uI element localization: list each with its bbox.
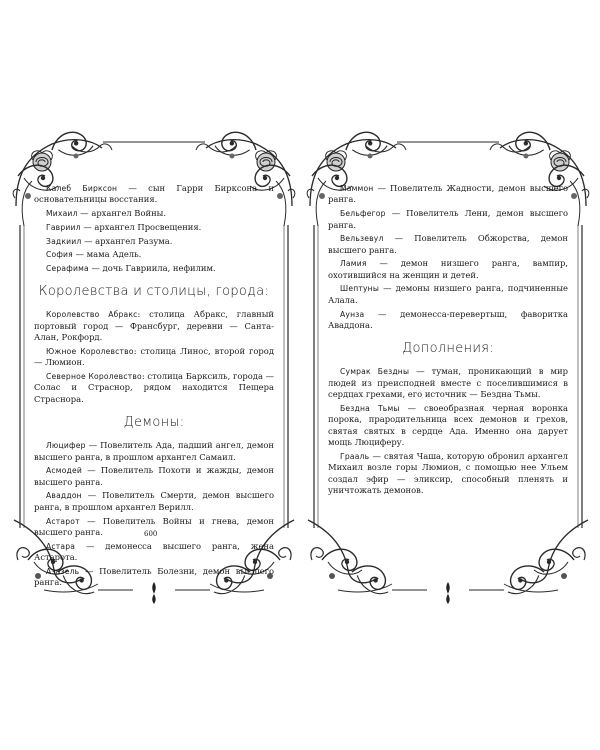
heading-demons: Демоны: bbox=[123, 415, 185, 431]
right-page bbox=[302, 130, 594, 613]
entry-mammon: Маммон — Повелитель Жадности, демон высшего ранга. bbox=[328, 183, 568, 205]
entry-zadkiil: Задкиил — архангел Разума. bbox=[46, 235, 173, 246]
entry-kingdom-south: Южное Королевство: столица Линос, второй город — Люмион. bbox=[34, 345, 274, 368]
entry-bezdna: Бездна Тьмы — своеобразная черная воронка порока, прародительница всех демонов и грехов, святая святых в сердце Ада. Именно она дарует мощь Люциферу. bbox=[328, 402, 568, 448]
right-page-text bbox=[328, 183, 568, 499]
entry-astarot: Астарот — Повелитель Войны и гнева, демон высшего ранга. bbox=[34, 515, 274, 537]
entry-caleb: Калеб Бирксон — сын Гарри Бирксона и основательницы восстания. bbox=[34, 183, 274, 205]
entry-kingdom-abraks: Королевство Абракс: столица Абракс, главный портовый город — Франсбург, деревни — Санта-Алан, Рокфорд. bbox=[34, 309, 274, 343]
entry-sheptuny: Шептуны — демоны низшего ранга, подчиненные Алала. bbox=[328, 283, 568, 305]
entry-mikhail: Михаил — архангел Войны. bbox=[46, 208, 166, 219]
demon-list-continued bbox=[328, 183, 568, 331]
entry-astara: Астара — демонесса высшего ранга, жена Астарота. bbox=[34, 540, 274, 563]
entry-graal: Грааль — святая Чаша, которую обронил архангел Михаил возле горы Люмион, с помощью нее Ульем создал эфир — эликсир, способный пленять и уничтожать демонов. bbox=[328, 450, 568, 496]
demon-list bbox=[34, 440, 274, 588]
entry-serafima: Серафима — дочь Гавриила, нефилим. bbox=[46, 262, 216, 273]
left-page bbox=[8, 130, 300, 613]
entry-gavriil: Гавриил — архангел Просвещения. bbox=[46, 221, 202, 232]
character-list-top bbox=[34, 183, 274, 274]
entry-sofia: София — мама Адель. bbox=[46, 249, 142, 260]
corner-ornament-bottom-right bbox=[503, 520, 588, 596]
entry-lucifer: Люцифер — Повелитель Ада, падший ангел, демон высшего ранга, в прошлом архангел Самаил. bbox=[34, 440, 274, 462]
corner-ornament-bottom-left bbox=[308, 520, 393, 596]
entry-lamia: Ламия — демон низшего ранга, вампир, охотившийся на женщин и детей. bbox=[328, 258, 568, 280]
entry-asmodei: Асмодей — Повелитель Похоти и жажды, демон высшего ранга. bbox=[34, 465, 274, 487]
additions-list bbox=[328, 366, 568, 496]
entry-kingdom-north: Северное Королевство: столица Барксиль, города — Солас и Страснор, рядом находится Пещера Страснора. bbox=[34, 370, 274, 404]
heading-additions: Дополнения: bbox=[402, 341, 494, 357]
entry-sumrak: Сумрак Бездны — туман, проникающий в мир людей из преисподней вместе с поселившимися в сердцах грехами, его источник — Бездна Тьмы. bbox=[328, 366, 569, 400]
entry-avaddon: Аваддон — Повелитель Смерти, демон высшего ранга, в прошлом архангел Верилл. bbox=[34, 490, 274, 512]
entry-azazel: Азазель — Повелитель Болезни, демон высшего ранга. bbox=[34, 565, 274, 588]
heading-kingdoms: Королевства и столицы, города: bbox=[38, 284, 270, 300]
entry-aunza: Аунза — демонесса-перевертыш, фаворитка Аваддона. bbox=[328, 308, 568, 330]
kingdom-list bbox=[34, 309, 274, 405]
entry-belfegor: Бельфегор — Повелитель Лени, демон высшего ранга. bbox=[328, 208, 568, 230]
page-number: 600 bbox=[144, 530, 158, 538]
entry-velzevul: Вельзевул — Повелитель Обжорства, демон высшего ранга. bbox=[328, 233, 568, 255]
